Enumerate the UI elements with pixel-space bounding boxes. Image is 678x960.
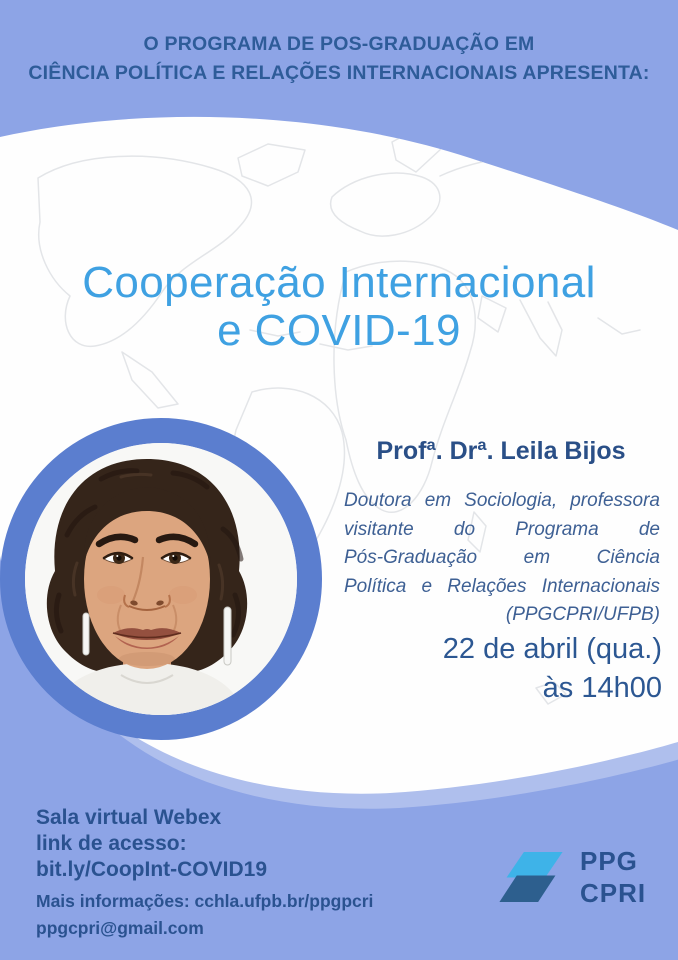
event-datetime (340, 630, 662, 708)
header-line-1: O PROGRAMA DE POS-GRADUAÇÃO EM (143, 33, 535, 55)
ppgcpri-logo (492, 845, 646, 909)
logo-line-cpri: CPRI (580, 878, 647, 908)
bio-line: Doutora em Sociologia, professora (344, 490, 660, 511)
webex-access-info (36, 805, 267, 883)
header-text (0, 30, 678, 88)
bio-line: visitante do Programa de (344, 518, 660, 540)
event-title-line-1: Cooperação Internacional (82, 258, 596, 307)
access-line-label: link de acesso: (36, 832, 187, 855)
event-date: 22 de abril (qua.) (442, 633, 662, 665)
event-title (0, 259, 678, 355)
bio-line: (PPGCPRI/UFPB) (505, 604, 660, 625)
speaker-photo (25, 443, 297, 715)
ppgcpri-logo-text (580, 845, 646, 909)
bio-line: Pós-Graduação em Ciência (344, 547, 660, 568)
speaker-bio (344, 487, 660, 630)
ppgcpri-logo-icon (492, 849, 570, 905)
header-line-2: CIÊNCIA POLÍTICA E RELAÇÕES INTERNACIONAIS APRESENTA: (28, 62, 650, 84)
event-title-line-2: e COVID-19 (217, 306, 461, 355)
bio-line: Política e Relações Internacionais (344, 575, 660, 597)
event-time: às 14h00 (542, 672, 662, 704)
info-line-email: ppgcpri@gmail.com (36, 917, 204, 938)
contact-info (36, 888, 373, 941)
speaker-photo-frame (0, 418, 322, 740)
access-line-room: Sala virtual Webex (36, 806, 222, 829)
info-line-site: Mais informações: cchla.ufpb.br/ppgpcri (36, 891, 374, 911)
access-link-url: bit.ly/CoopInt-COVID19 (36, 858, 267, 881)
speaker-name: Profª. Drª. Leila Bijos (376, 437, 626, 465)
logo-line-ppg: PPG (580, 846, 638, 876)
